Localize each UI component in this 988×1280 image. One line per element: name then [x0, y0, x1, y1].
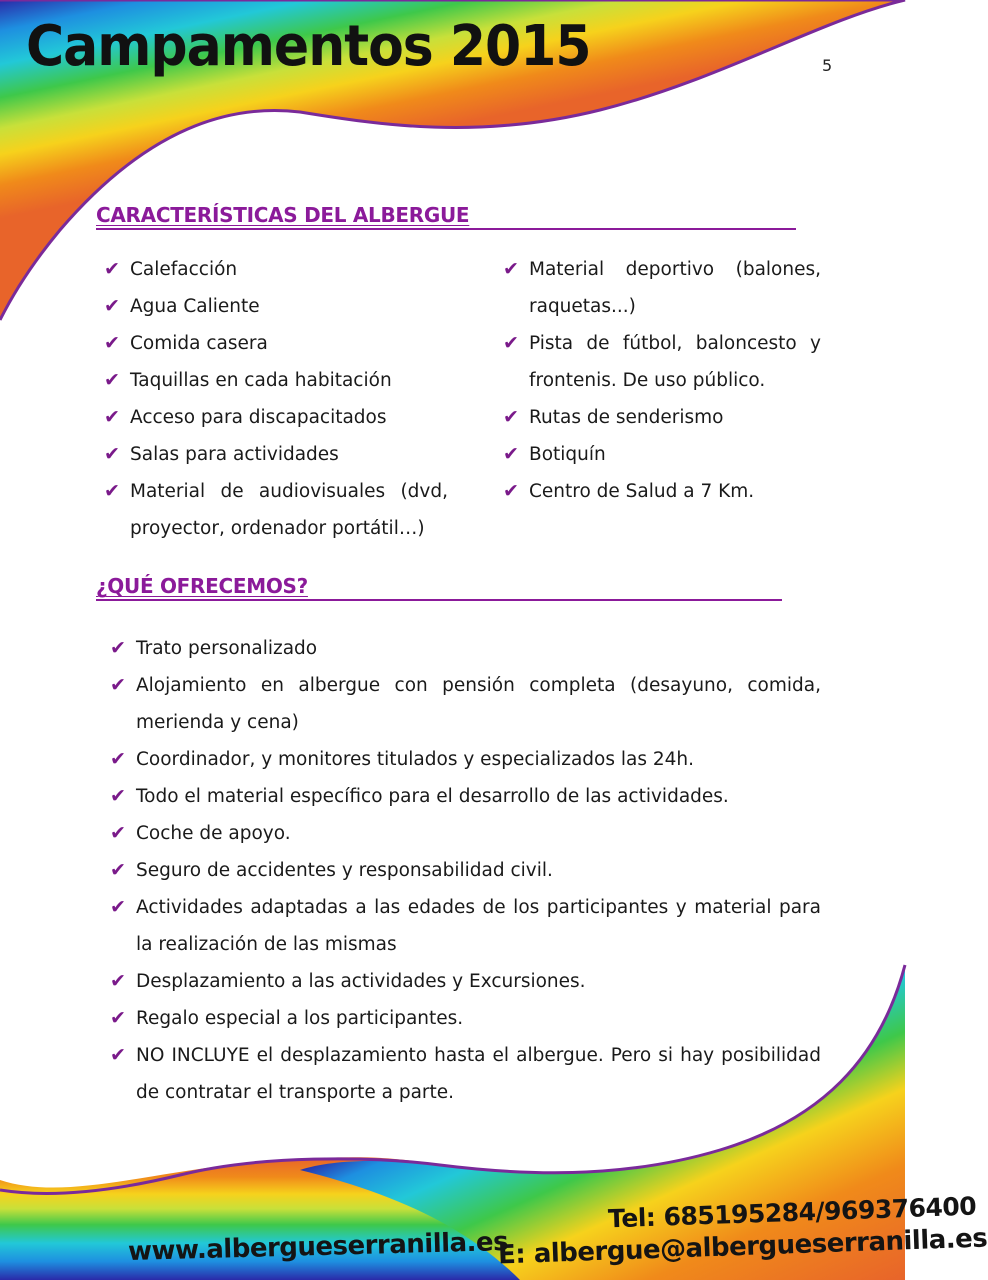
checkmark-icon: ✔: [503, 258, 519, 280]
checkmark-icon: ✔: [110, 896, 126, 918]
list-item-text: Material de audiovisuales (dvd, proyector, ordenador portátil…): [130, 481, 448, 539]
list-item-text: Centro de Salud a 7 Km.: [529, 481, 755, 502]
list-item-text: Alojamiento en albergue con pensión completa (desayuno, comida, merienda y cena): [136, 675, 821, 733]
list-item-text: NO INCLUYE el desplazamiento hasta el albergue. Pero si hay posibilidad de contratar el transporte a parte.: [136, 1045, 821, 1103]
list-item: [110, 852, 821, 889]
list-item: [503, 325, 821, 399]
checkmark-icon: ✔: [110, 970, 126, 992]
list-item: [110, 778, 821, 815]
list-item: [110, 667, 821, 741]
checkmark-icon: ✔: [110, 748, 126, 770]
list-item: [104, 362, 448, 399]
checkmark-icon: ✔: [104, 480, 120, 502]
list-item: [110, 1037, 821, 1111]
list-item: [110, 1000, 821, 1037]
page-number: 5: [822, 56, 833, 75]
list-item-text: Actividades adaptadas a las edades de los participantes y material para la realización de las mismas: [136, 897, 821, 955]
list-item-text: Taquillas en cada habitación: [130, 370, 392, 391]
checkmark-icon: ✔: [110, 674, 126, 696]
checkmark-icon: ✔: [503, 406, 519, 428]
list-item: [110, 815, 821, 852]
list-item: [503, 399, 821, 436]
checkmark-icon: ✔: [503, 332, 519, 354]
list-item-text: Seguro de accidentes y responsabilidad civil.: [136, 860, 553, 881]
list-item-text: Material deportivo (balones, raquetas...): [529, 259, 821, 317]
checkmark-icon: ✔: [503, 480, 519, 502]
checkmark-icon: ✔: [104, 258, 120, 280]
list-item: [503, 473, 821, 510]
list-item-text: Coordinador, y monitores titulados y especializados las 24h.: [136, 749, 695, 770]
list-item-text: Comida casera: [130, 333, 268, 354]
list-item-text: Agua Caliente: [130, 296, 260, 317]
features-list-left: [104, 251, 448, 547]
list-item-text: Pista de fútbol, baloncesto y frontenis. De uso público.: [529, 333, 821, 391]
list-item: [104, 436, 448, 473]
footer-phone: Tel: 685195284/969376400: [607, 1191, 977, 1234]
list-item-text: Trato personalizado: [136, 638, 318, 659]
list-item: [104, 473, 448, 547]
list-item-text: Desplazamiento a las actividades y Excursiones.: [136, 971, 586, 992]
list-item: [110, 630, 821, 667]
checkmark-icon: ✔: [110, 1044, 126, 1066]
checkmark-icon: ✔: [110, 859, 126, 881]
list-item: [104, 288, 448, 325]
list-item: [110, 741, 821, 778]
footer-website[interactable]: www.albergueserranilla.es: [127, 1227, 509, 1267]
checkmark-icon: ✔: [110, 785, 126, 807]
checkmark-icon: ✔: [110, 822, 126, 844]
list-item-text: Salas para actividades: [130, 444, 339, 465]
checkmark-icon: ✔: [104, 406, 120, 428]
checkmark-icon: ✔: [104, 443, 120, 465]
list-item: [104, 251, 448, 288]
page-title: Campamentos 2015: [26, 14, 591, 79]
list-item-text: Rutas de senderismo: [529, 407, 724, 428]
offer-list: [110, 630, 821, 1111]
list-item: [503, 436, 821, 473]
list-item-text: Botiquín: [529, 444, 606, 465]
list-item: [110, 889, 821, 963]
checkmark-icon: ✔: [104, 332, 120, 354]
list-item: [110, 963, 821, 1000]
checkmark-icon: ✔: [503, 443, 519, 465]
list-item-text: Coche de apoyo.: [136, 823, 291, 844]
checkmark-icon: ✔: [104, 369, 120, 391]
list-item: [104, 325, 448, 362]
list-item-text: Todo el material específico para el desarrollo de las actividades.: [136, 786, 729, 807]
list-item-text: Regalo especial a los participantes.: [136, 1008, 464, 1029]
list-item-text: Acceso para discapacitados: [130, 407, 387, 428]
list-item: [503, 251, 821, 325]
offer-heading-text: ¿QUÉ OFRECEMOS?: [96, 574, 308, 598]
features-heading: [96, 203, 796, 230]
checkmark-icon: ✔: [104, 295, 120, 317]
checkmark-icon: ✔: [110, 1007, 126, 1029]
list-item: [104, 399, 448, 436]
offer-heading: [96, 574, 782, 601]
features-list-right: [503, 251, 821, 510]
checkmark-icon: ✔: [110, 637, 126, 659]
footer-email[interactable]: E: albergue@albergueserranilla.es: [497, 1223, 988, 1271]
list-item-text: Calefacción: [130, 259, 238, 280]
features-heading-text: CARACTERÍSTICAS DEL ALBERGUE: [96, 203, 470, 227]
